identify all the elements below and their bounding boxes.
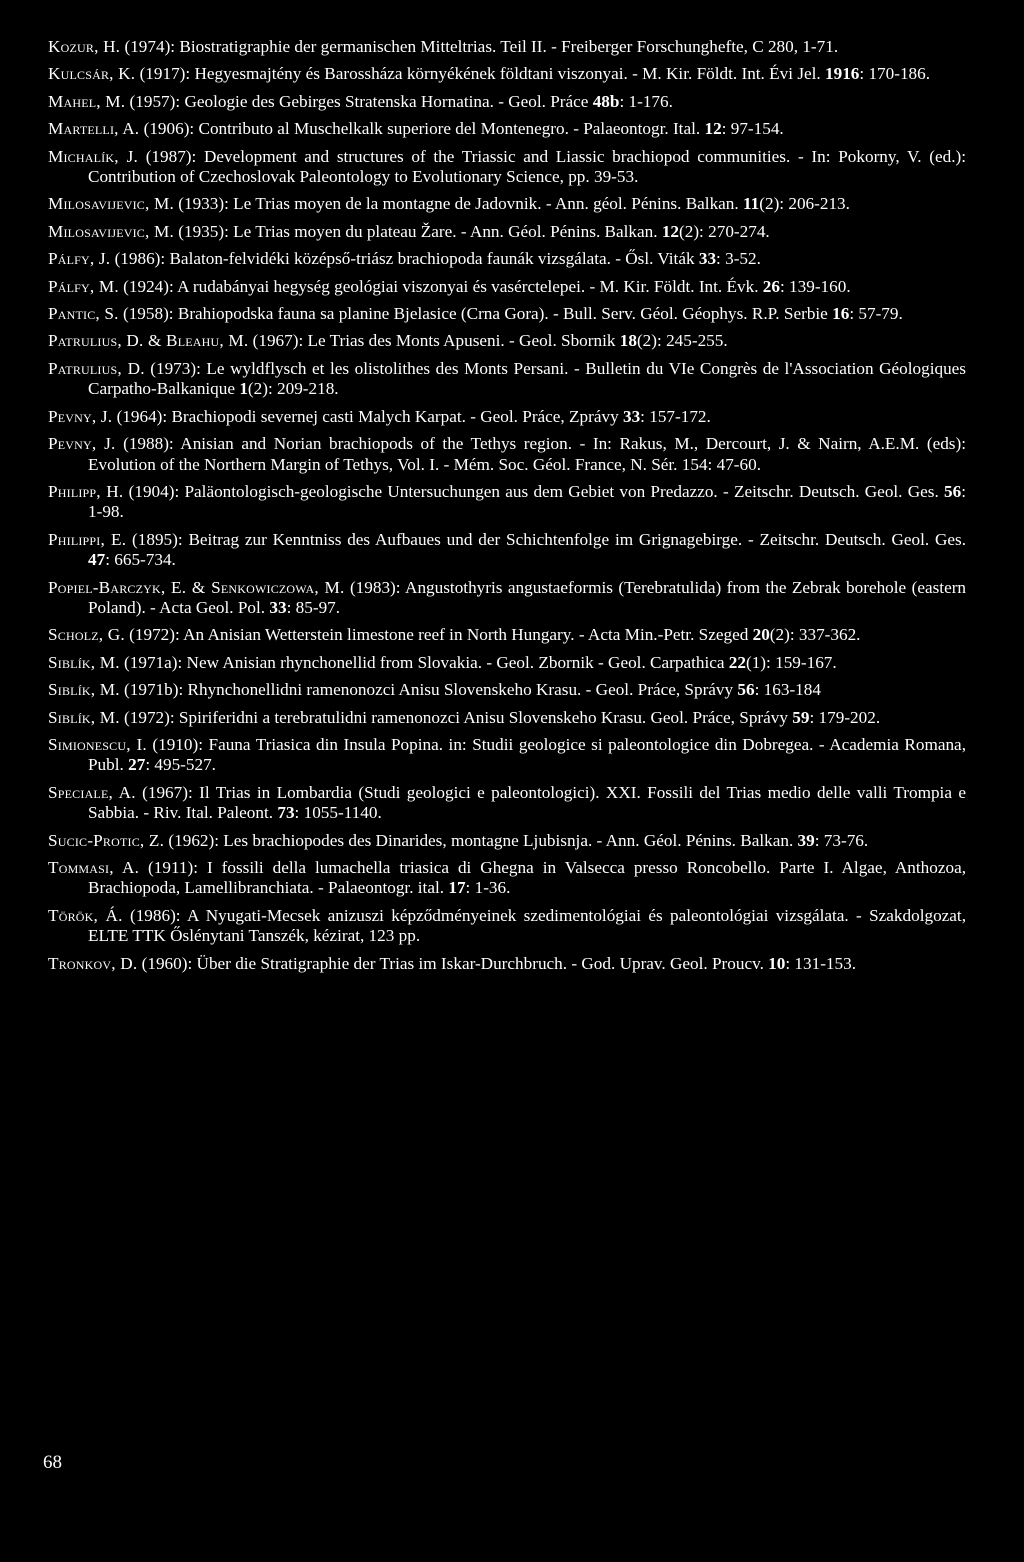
reference-text: (1971b): Rhynchonellidni ramenonozci Anisu Slovenskeho Krasu. - Geol. Práce, Správy [119, 680, 738, 700]
reference-volume: 1916 [825, 64, 860, 84]
reference-volume: 47 [88, 550, 106, 570]
reference-text: (1964): Brachiopodi severnej casti Malych Karpat. - Geol. Práce, Zprávy [112, 406, 623, 426]
reference-text: (1986): Balaton-felvidéki középső-triász brachiopoda faunák vizsgálata. - Ősl. Viták [110, 249, 699, 269]
reference-entry [48, 530, 966, 571]
reference-author: Martelli, A. [48, 119, 140, 139]
reference-entry [48, 304, 966, 324]
reference-volume: 11 [743, 194, 760, 214]
reference-volume: 33 [622, 406, 641, 426]
reference-pages: : 170-186. [859, 64, 931, 84]
reference-volume: 56 [737, 680, 755, 700]
reference-volume: 22 [728, 652, 746, 672]
reference-author: Pálfy, M. [48, 276, 119, 296]
reference-list [48, 37, 966, 981]
reference-pages: (2): 270-274. [679, 221, 770, 241]
reference-entry [48, 359, 966, 400]
reference-entry [48, 37, 966, 57]
reference-text: (1910): Fauna Triasica din Insula Popina. in: Studii geologice si paleontologice din Dobregea. - Academia Romana, Publ. [88, 734, 966, 775]
reference-volume: 12 [704, 119, 722, 139]
reference-text: (1972): Spiriferidni a terebratulidni ramenonozci Anisu Slovenskeho Krasu. Geol. Práce, Správy [119, 707, 793, 727]
reference-author: Popiel-Barczyk, E. & Senkowiczowa, M. [48, 577, 345, 597]
reference-entry [48, 954, 966, 974]
reference-text: (1904): Paläontologisch-geologische Untersuchungen aus dem Gebiet von Predazzo. - Zeitschr. Deutsch. Geol. Ges. [123, 481, 945, 501]
reference-text: (1906): Contributo al Muschelkalk superiore del Montenegro. - Palaeontogr. Ital. [139, 119, 705, 139]
reference-pages: (2): 206-213. [759, 194, 850, 214]
reference-pages: (2): 245-255. [636, 331, 728, 351]
reference-author: Tommasi, A. [48, 858, 140, 877]
reference-author: Török, Á. [48, 905, 123, 925]
reference-entry [48, 831, 966, 851]
reference-pages: : 1-36. [465, 878, 511, 898]
reference-entry [48, 906, 966, 947]
reference-volume: 27 [128, 755, 146, 775]
reference-entry [48, 482, 966, 523]
reference-volume: 39 [797, 830, 815, 850]
reference-text: (1986): A Nyugati-Mecsek anizuszi képződményeinek szedimentológiai és paleontológiai vizsgálata. - Szakdolgozat, ELTE TTK Őslénytani Tanszék, kézirat, 123 pp. [88, 905, 966, 946]
reference-text: (1967): Le Trias des Monts Apuseni. - Geol. Sbornik [248, 331, 620, 351]
reference-pages: (2): 209-218. [247, 379, 339, 399]
reference-pages: : 179-202. [809, 707, 881, 727]
reference-pages: : 73-76. [814, 830, 869, 850]
reference-text: (1983): Angustothyris angustaeformis (Terebratulida) from the Zebrak borehole (eastern Poland). - Acta Geol. Pol. [88, 577, 967, 617]
reference-text: (1958): Brahiopodska fauna sa planine Bjelasice (Crna Gora). - Bull. Serv. Géol. Géophys. R.P. Serbie [118, 304, 833, 324]
reference-volume: 56 [944, 481, 962, 501]
reference-volume: 17 [448, 878, 466, 898]
reference-entry [48, 708, 966, 728]
reference-text: (1935): Le Trias moyen du plateau Žare. - Ann. Géol. Pénins. Balkan. [173, 221, 662, 241]
reference-author: Milosavijevic, M. [48, 194, 174, 214]
reference-volume: 59 [792, 707, 810, 727]
reference-author: Siblík, M. [48, 652, 120, 672]
reference-pages: : 131-153. [785, 953, 857, 973]
reference-volume: 33 [269, 597, 287, 617]
reference-author: Pevny, J. [48, 434, 116, 454]
reference-text: (1917): Hegyesmajtény és Barossháza környékének földtani viszonyai. - M. Kir. Földt. Int. Évi Jel. [135, 64, 826, 84]
reference-volume: 33 [698, 249, 717, 269]
reference-author: Siblík, M. [48, 680, 120, 700]
reference-entry [48, 147, 966, 188]
reference-text: (1974): Biostratigraphie der germanischen Mitteltrias. Teil II. - Freiberger Forschunghefte, C 280, 1-71. [120, 37, 839, 56]
reference-volume: 20 [752, 625, 770, 645]
reference-author: Pantic, S. [48, 304, 119, 324]
reference-pages: : 3-52. [716, 249, 761, 269]
reference-text: (1895): Beitrag zur Kenntniss des Aufbaues und der Schichtenfolge im Grignagebirge. - Zeitschr. Deutsch. Geol. Ges. [126, 529, 967, 549]
reference-entry [48, 680, 966, 700]
reference-text: (1924): A rudabányai hegység geológiai viszonyai és vasérctelepei. - M. Kir. Földt. Int. Évk. [118, 276, 763, 296]
reference-pages: (1): 159-167. [745, 652, 837, 672]
reference-pages: : 163-184 [754, 680, 821, 700]
reference-text: (1967): Il Trias in Lombardia (Studi geologici e paleontologici). XXI. Fossili del Trias medio delle valli Trompia e Sabbia. - Riv. Ital. Paleont. [88, 782, 966, 823]
reference-text: (1933): Le Trias moyen de la montagne de Jadovnik. - Ann. géol. Pénins. Balkan. [173, 194, 743, 214]
reference-author: Kozur, H. [48, 37, 121, 56]
reference-entry [48, 64, 966, 84]
reference-volume: 12 [661, 221, 680, 241]
reference-author: Pevny, J. [48, 406, 113, 426]
reference-entry [48, 858, 966, 899]
reference-entry [48, 625, 966, 645]
reference-pages: : 1055-1140. [294, 803, 382, 823]
reference-pages: : 57-79. [849, 304, 903, 324]
reference-text: (1972): An Anisian Wetterstein limestone reef in North Hungary. - Acta Min.-Petr. Szeged [124, 625, 753, 645]
reference-author: Mahel, M. [48, 91, 126, 111]
reference-author: Simionescu, I. [48, 734, 147, 754]
reference-pages: : 139-160. [779, 276, 851, 296]
reference-volume: 16 [832, 304, 850, 324]
reference-author: Speciale, A. [48, 782, 136, 802]
reference-entry [48, 578, 966, 619]
reference-pages: : 665-734. [105, 550, 176, 570]
reference-author: Pálfy, J. [48, 249, 111, 269]
reference-text: (1971a): New Anisian rhynchonellid from Slovakia. - Geol. Zbornik - Geol. Carpathica [119, 652, 729, 672]
reference-author: Milosavijevic, M. [48, 221, 174, 241]
reference-volume: 73 [277, 803, 295, 823]
reference-text: (1973): Le wyldflysch et les olistolithes des Monts Persani. - Bulletin du VIe Congrès de l'Association Géologiques Carpatho-Balkanique [88, 358, 966, 399]
reference-pages: : 495-527. [145, 755, 216, 775]
reference-text: (1987): Development and structures of the Triassic and Liassic brachiopod communities. - In: Pokorny, V. (ed.): Contribution of Czechoslovak Paleontology to Evolutionary Science, pp. 39-53. [88, 146, 966, 187]
reference-author: Tronkov, D. [48, 953, 138, 973]
reference-entry [48, 249, 966, 269]
reference-author: Kulcsár, K. [48, 64, 136, 84]
reference-pages: : 85-97. [286, 597, 341, 617]
reference-author: Scholz, G. [48, 625, 125, 645]
reference-author: Philipp, H. [48, 481, 124, 501]
reference-author: Sucic-Protic, Z. [48, 830, 165, 850]
reference-author: Michalík, J. [48, 146, 138, 166]
reference-volume: 1 [239, 379, 248, 399]
reference-text: (1911): I fossili della lumachella triasica di Ghegna in Valsecca presso Roncobello. Parte I. Algae, Anthozoa, Brachiopoda, Lamellibranchiata. - Palaeontogr. ital. [88, 858, 966, 898]
reference-entry [48, 331, 966, 351]
reference-entry [48, 653, 966, 673]
reference-entry [48, 194, 966, 214]
reference-pages: : 97-154. [721, 119, 784, 139]
reference-volume: 18 [619, 331, 637, 351]
reference-text: (1988): Anisian and Norian brachiopods of the Tethys region. - In: Rakus, M., Dercourt, J. & Nairn, A.E.M. (eds): Evolution of the Northern Margin of Tethys, Vol. I. - Mém. Soc. Géol. France, N. Sér. 154: 47-60. [88, 434, 966, 474]
reference-author: Philippi, E. [48, 529, 127, 549]
reference-entry [48, 222, 966, 242]
reference-text: (1960): Über die Stratigraphie der Trias im Iskar-Durchbruch. - God. Uprav. Geol. Proucv. [137, 953, 769, 973]
reference-pages: : 157-172. [640, 406, 711, 426]
reference-pages: (2): 337-362. [769, 625, 861, 645]
reference-text: (1962): Les brachiopodes des Dinarides, montagne Ljubisnja. - Ann. Géol. Pénins. Balkan. [164, 830, 798, 850]
reference-author: Patrulius, D. & Bleahu, M. [48, 331, 249, 351]
reference-pages: : 1-98. [88, 481, 967, 522]
reference-entry [48, 119, 966, 139]
reference-volume: 26 [762, 276, 780, 296]
page-number: 68 [43, 1452, 62, 1473]
reference-volume: 10 [768, 953, 786, 973]
reference-text: (1957): Geologie des Gebirges Stratenska Hornatina. - Geol. Práce [125, 91, 593, 111]
reference-volume: 48b [592, 91, 620, 111]
reference-entry [48, 277, 966, 297]
reference-entry [48, 92, 966, 112]
reference-entry [48, 735, 966, 776]
reference-entry [48, 434, 966, 475]
reference-pages: : 1-176. [619, 91, 673, 111]
reference-entry [48, 407, 966, 427]
reference-entry [48, 783, 966, 824]
reference-author: Siblík, M. [48, 707, 120, 727]
reference-author: Patrulius, D. [48, 358, 145, 378]
